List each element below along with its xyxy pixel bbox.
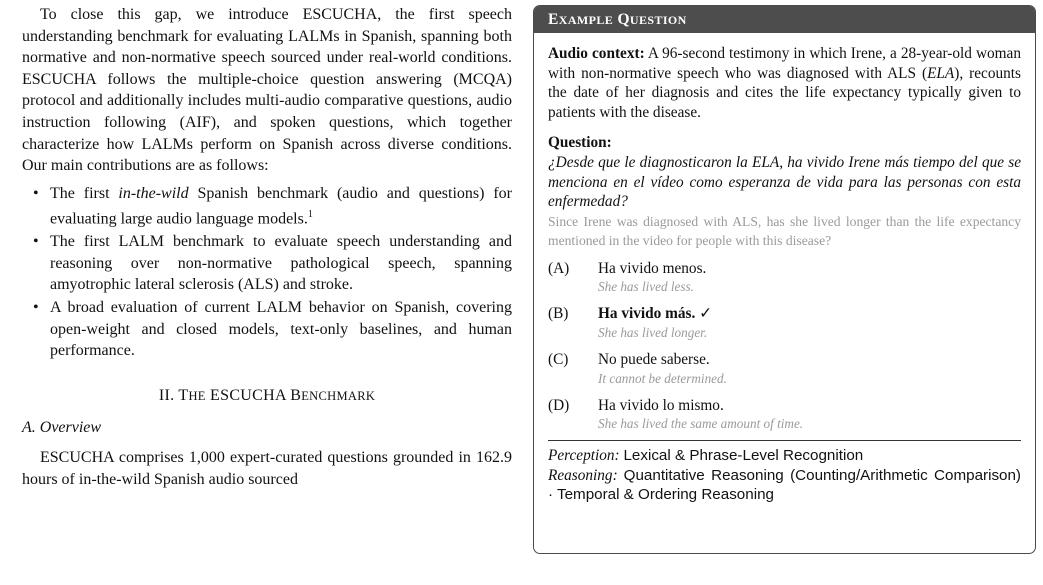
contribution-item-2: • The first LALM benchmark to evaluate speech understanding and reasoning over non-normative pathological speech, spanning amyotrophic lateral sclerosis (ALS) and stroke. bbox=[22, 231, 512, 296]
option-translation: She has lived less. bbox=[598, 279, 694, 295]
intro-paragraph: To close this gap, we introduce ESCUCHA, the first speech understanding benchmark for evaluating LALMs in Spanish, spanning both normative and non-normative speech sourced under real-world conditions. ESCUCHA follows the multiple-choice question answering (MCQA) protocol and additionally includes multi-audio comparative questions, audio instruction following (AIF), and spoken questions, which together characterize how LALMs perform on Spanish across diverse conditions. Our main contributions are as follows: bbox=[22, 6, 512, 175]
option-d bbox=[548, 396, 1021, 433]
question-spanish: ¿Desde que le diagnosticaron la ELA, ha vivido Irene más tiempo del que se menciona en el vídeo como esperanza de vida para las personas con esta enfermedad? bbox=[548, 153, 1021, 211]
option-translation: She has lived longer. bbox=[598, 324, 708, 340]
audio-context: Audio context: A 96-second testimony in which Irene, a 28-year-old woman with non-normative speech who was diagnosed with ALS (ELA), recounts the date of her diagnosis and cites the life expectancy typically given to patients with the disease. bbox=[548, 45, 1021, 121]
reasoning-category: Reasoning: Quantitative Reasoning (Counting/Arithmetic Comparison) · Temporal & Ordering Reasoning bbox=[548, 466, 1021, 503]
option-c bbox=[548, 350, 1021, 387]
subsection-heading: A. Overview bbox=[22, 419, 102, 437]
question-english: Since Irene was diagnosed with ALS, has she lived longer than the life expectancy mentioned in the video for people with this disease? bbox=[548, 213, 1021, 248]
footnote-marker[interactable]: 1 bbox=[307, 209, 313, 221]
overview-paragraph: ESCUCHA comprises 1,000 expert-curated questions grounded in 162.9 hours of in-the-wild Spanish audio sourced bbox=[22, 449, 512, 488]
option-text: Ha vivido lo mismo. bbox=[598, 396, 724, 414]
left-column bbox=[22, 4, 512, 490]
contribution-item-3: • A broad evaluation of current LALM behavior on Spanish, covering open-weight and closed models, text-only baselines, and human performance. bbox=[22, 297, 512, 362]
option-letter: (C) bbox=[548, 350, 569, 368]
option-letter: (A) bbox=[548, 259, 570, 277]
checkmark-icon: ✓ bbox=[695, 305, 712, 323]
option-letter: (B) bbox=[548, 305, 569, 323]
in-the-wild-emphasis: in-the-wild bbox=[118, 184, 189, 202]
option-text: Ha vivido menos. bbox=[598, 259, 707, 277]
option-letter: (D) bbox=[548, 396, 570, 414]
question-label: Question: bbox=[548, 134, 612, 152]
option-translation: She has lived the same amount of time. bbox=[598, 416, 804, 432]
contribution-item-1: • The first in-the-wild Spanish benchmark (audio and questions) for evaluating large audio language models.$^1$ bbox=[22, 183, 512, 231]
option-text: Ha vivido más. bbox=[598, 305, 696, 323]
example-question-box bbox=[533, 5, 1036, 554]
option-b bbox=[548, 304, 1021, 341]
option-text: No puede saberse. bbox=[598, 350, 710, 368]
audio-context-label: Audio context: bbox=[548, 45, 645, 62]
option-translation: It cannot be determined. bbox=[598, 370, 727, 386]
category-labels bbox=[548, 441, 1021, 504]
option-a bbox=[548, 259, 1021, 296]
contributions-list bbox=[22, 183, 512, 362]
perception-category: Perception: Lexical & Phrase-Level Recognition bbox=[548, 447, 864, 465]
example-box-header: EXAMPLE QUESTION bbox=[534, 6, 1035, 33]
section-heading: II. THE ESCUCHA BENCHMARK bbox=[158, 386, 376, 404]
example-box-body bbox=[534, 33, 1035, 504]
